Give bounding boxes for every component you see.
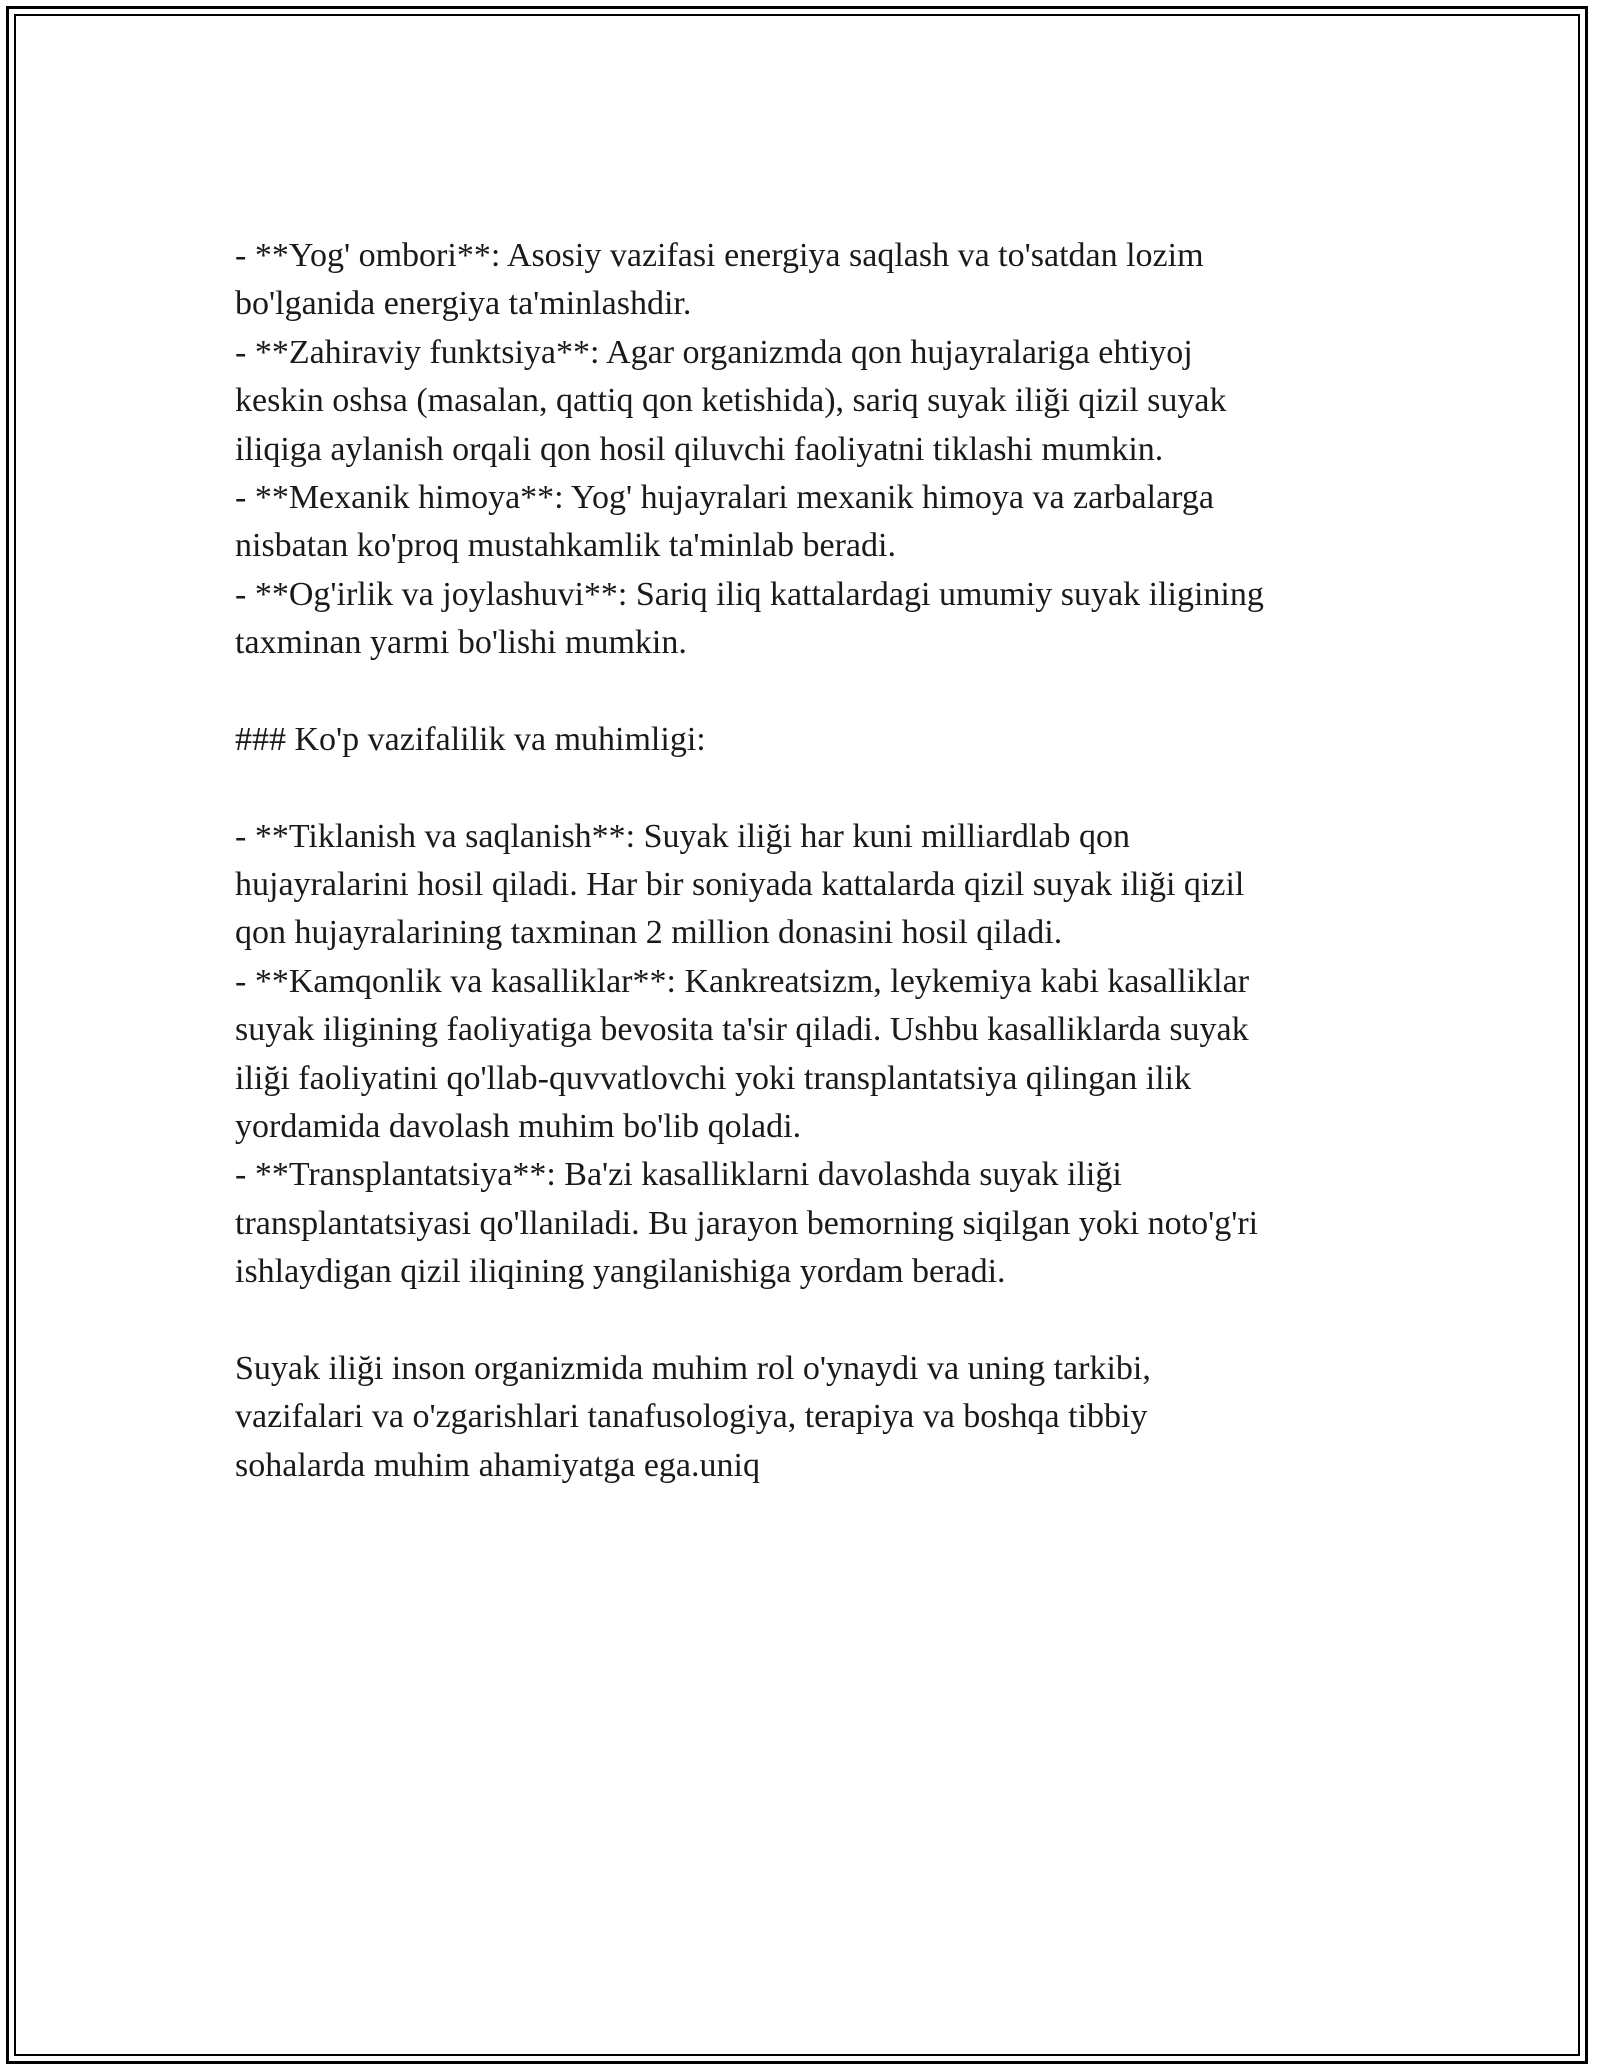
- text-line: transplantatsiyasi qo'llaniladi. Bu jarayon bemorning siqilgan yoki noto'g'ri: [235, 1204, 1259, 1242]
- text-line: taxminan yarmi bo'lishi mumkin.: [235, 624, 687, 662]
- text-line: nisbatan ko'proq mustahkamlik ta'minlab beradi.: [235, 527, 896, 565]
- text-line: - **Og'irlik va joylashuvi**: Sariq iliq kattalardagi umumiy suyak iligining: [235, 575, 1264, 613]
- document-body: [235, 232, 1375, 1490]
- text-line: - **Yog' ombori**: Asosiy vazifasi energiya saqlash va to'satdan lozim: [235, 237, 1204, 274]
- text-line: Suyak iliği inson organizmida muhim rol o'ynaydi va uning tarkibi,: [235, 1349, 1151, 1387]
- blank-line: [235, 668, 1375, 716]
- section-heading: ### Ko'p vazifalilik va muhimligi:: [235, 720, 706, 758]
- text-line: - **Transplantatsiya**: Ba'zi kasalliklarni davolashda suyak iliği: [235, 1156, 1122, 1194]
- text-line: keskin oshsa (masalan, qattiq qon ketishida), sariq suyak iliği qizil suyak: [235, 382, 1227, 420]
- text-line: sohalarda muhim ahamiyatga ega.uniq: [235, 1446, 760, 1484]
- text-line: - **Zahiraviy funktsiya**: Agar organizmda qon hujayralariga ehtiyoj: [235, 333, 1193, 371]
- text-line: qon hujayralarining taxminan 2 million donasini hosil qiladi.: [235, 914, 1063, 952]
- text-line: ishlaydigan qizil iliqining yangilanishiga yordam beradi.: [235, 1253, 1006, 1291]
- text-line: - **Tiklanish va saqlanish**: Suyak iliği har kuni milliardlab qon: [235, 817, 1130, 855]
- text-line: vazifalari va o'zgarishlari tanafusologiya, terapiya va boshqa tibbiy: [235, 1398, 1148, 1436]
- blank-line: [235, 1297, 1375, 1345]
- text-line: - **Mexanik himoya**: Yog' hujayralari mexanik himoya va zarbalarga: [235, 478, 1214, 516]
- text-line: - **Kamqonlik va kasalliklar**: Kankreatsizm, leykemiya kabi kasalliklar: [235, 962, 1250, 1000]
- text-line: yordamida davolash muhim bo'lib qoladi.: [235, 1108, 802, 1146]
- text-line: iliqiga aylanish orqali qon hosil qiluvchi faoliyatni tiklashi mumkin.: [235, 430, 1164, 468]
- blank-line: [235, 764, 1375, 812]
- text-line: hujayralarini hosil qiladi. Har bir soniyada kattalarda qizil suyak iliği qizil: [235, 866, 1245, 904]
- text-line: bo'lganida energiya ta'minlashdir.: [235, 285, 692, 323]
- text-line: iliği faoliyatini qo'llab-quvvatlovchi yoki transplantatsiya qilingan ilik: [235, 1059, 1192, 1097]
- text-line: suyak iligining faoliyatiga bevosita ta'sir qiladi. Ushbu kasalliklarda suyak: [235, 1011, 1249, 1049]
